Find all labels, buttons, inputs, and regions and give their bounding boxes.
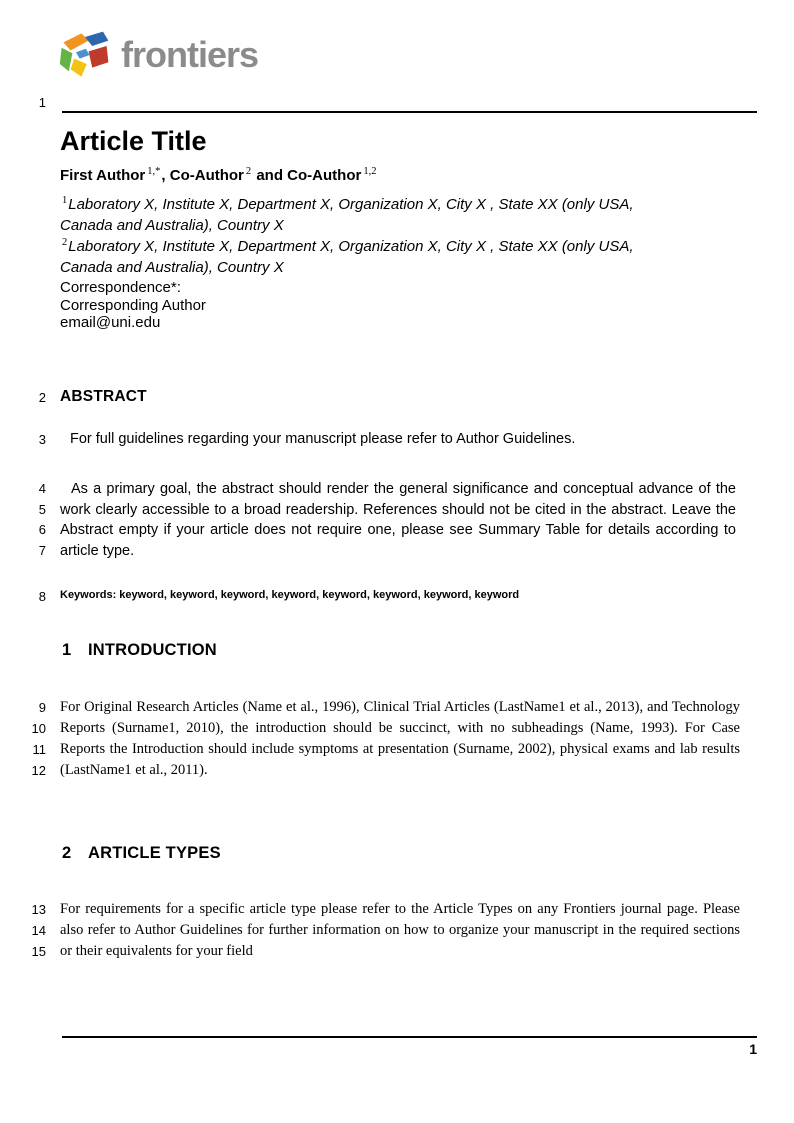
author-affiliation-marker: 1,* [147,166,161,177]
frontiers-logo-text: frontiers [121,34,259,75]
affiliation-marker: 2 [62,237,68,248]
author-name: First Author [60,167,146,184]
abstract-guidelines: For full guidelines regarding your manuscript please refer to Author Guidelines. [70,431,576,447]
margin-line-number-group [26,479,46,561]
margin-line-number: 2 [38,390,46,405]
margin-line-number: 8 [38,589,46,604]
margin-line-number: 3 [38,432,46,447]
margin-line-number: 11 [32,742,46,757]
affiliation-2 [60,236,660,278]
margin-line-number: 9 [38,700,46,715]
page-number: 1 [749,1041,757,1057]
footer-rule [62,1036,757,1038]
article-types-body: For requirements for a specific article type please refer to the Article Types on any Frontiers journal page. Please also refer to Author Guidelines for further information on how to organize your manuscript in the required sections or their equivalents for your field [60,901,740,959]
section-number: 1 [62,641,72,659]
affiliation-text: Laboratory X, Institute X, Department X, Organization X, City X , State XX (only USA, Canada and Australia), Country X [60,196,634,234]
frontiers-logo [58,28,258,82]
margin-line-number-group [26,697,46,781]
section-heading-article-types [62,844,221,863]
margin-line-number: 14 [31,923,46,938]
margin-line-number: 15 [31,944,46,959]
frontiers-logo-icon [58,28,112,82]
margin-line-number: 6 [38,522,46,537]
author-affiliation-marker: 1,2 [363,166,377,177]
author-name: Co-Author [287,167,362,184]
correspondence-label: Correspondence*: [60,279,181,296]
margin-line-number: 13 [31,902,46,917]
correspondence-name: Corresponding Author [60,296,206,314]
margin-line-number-group [26,899,46,962]
section-title: INTRODUCTION [88,641,217,659]
section-heading-introduction [62,641,217,660]
affiliation-1 [60,194,660,236]
margin-line-number: 10 [31,721,46,736]
author-separator: , [161,167,170,184]
affiliation-text: Laboratory X, Institute X, Department X, Organization X, City X , State XX (only USA, Canada and Australia), Country X [60,238,634,276]
affiliation-marker: 1 [62,195,68,206]
abstract-heading: ABSTRACT [60,388,147,405]
keywords-line: Keywords: keyword, keyword, keyword, keyword, keyword, keyword, keyword, keyword [60,589,520,601]
article-title: Article Title [60,126,207,156]
section-title: ARTICLE TYPES [88,844,221,862]
correspondence-block [60,279,206,332]
abstract-body: As a primary goal, the abstract should render the general significance and conceptual advance of the work clearly accessible to a broad readership. References should not be cited in the abstract. Leave the Abstract empty if your article does not require one, please see Summary Table for details according to article type. [60,481,736,559]
margin-line-number: 7 [38,542,46,558]
top-rule [62,111,757,113]
margin-line-number: 4 [38,481,46,496]
margin-line-number: 12 [31,763,46,778]
introduction-body: For Original Research Articles (Name et al., 1996), Clinical Trial Articles (LastName1 et al., 2013), and Technology Reports (Surname1, 2010), the introduction should be succinct, with no subheadings (Name, 1993). For Case Reports the Introduction should include symptoms at presentation (Surname, 2002), physical exams and lab results (LastName1 et al., 2011). [60,699,740,778]
author-line [60,167,377,184]
margin-line-number: 1 [38,95,46,110]
author-separator: and [252,167,288,184]
correspondence-email: email@uni.edu [60,314,161,331]
margin-line-number: 5 [38,501,46,517]
author-affiliation-marker: 2 [245,166,252,177]
section-number: 2 [62,844,72,862]
author-name: Co-Author [169,167,244,184]
